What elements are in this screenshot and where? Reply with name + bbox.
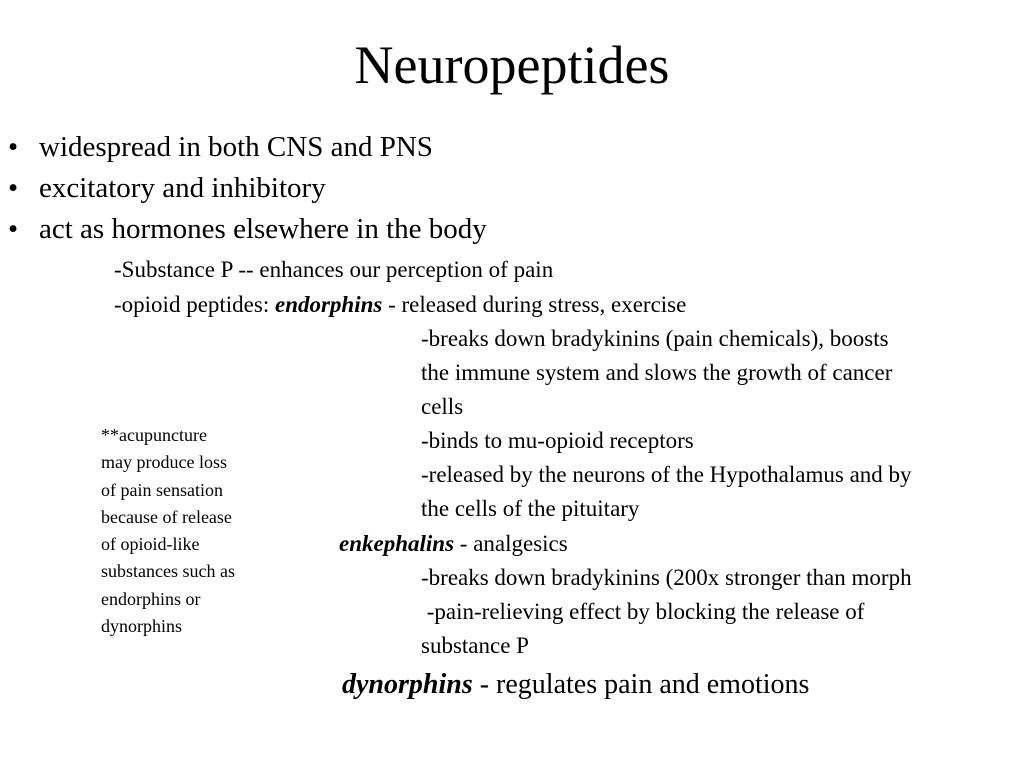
endorphin-detail-line: the immune system and slows the growth of cancer	[421, 360, 893, 385]
endorphin-detail-line: -binds to mu-opioid receptors	[421, 428, 694, 453]
bullet-list	[8, 127, 487, 250]
bullet-item	[8, 209, 487, 250]
bullet-text: act as hormones elsewhere in the body	[39, 213, 487, 245]
opioid-prefix: -opioid peptides:	[114, 292, 275, 317]
side-note-line: because of release	[101, 506, 232, 527]
dynorphins-suffix: - regulates pain and emotions	[472, 669, 810, 700]
opioid-suffix: - released during stress, exercise	[382, 292, 687, 317]
side-note-line: of pain sensation	[101, 479, 223, 500]
bullet-item	[8, 127, 487, 168]
bullet-marker: •	[8, 213, 19, 245]
side-note-line: **acupuncture	[101, 425, 207, 445]
substance-p-line: -Substance P -- enhances our perception of pain	[114, 257, 554, 282]
bullet-item	[8, 168, 487, 209]
side-note-line: may produce loss	[101, 452, 227, 473]
enkephalins-term: enkephalins	[339, 531, 455, 556]
endorphin-detail-line: cells	[421, 394, 464, 419]
dynorphins-term: dynorphins	[342, 669, 473, 700]
endorphin-detail-line: the cells of the pituitary	[421, 496, 640, 521]
side-note-line: substances such as	[101, 561, 235, 582]
side-note-line: endorphins or	[101, 588, 201, 609]
enkephalin-detail-line: -breaks down bradykinins (200x stronger than morph	[421, 565, 912, 590]
endorphin-detail-line: -released by the neurons of the Hypothalamus and by	[421, 462, 912, 487]
side-note-line: of opioid-like	[101, 534, 200, 555]
slide-title: Neuropeptides	[354, 35, 670, 95]
side-note-line: dynorphins	[101, 616, 182, 637]
bullet-marker: •	[8, 131, 19, 163]
bullet-text: widespread in both CNS and PNS	[39, 131, 433, 163]
acupuncture-side-note	[101, 422, 235, 640]
opioid-peptides-line	[114, 288, 686, 322]
endorphins-term: endorphins	[274, 292, 383, 317]
bullet-marker: •	[8, 172, 19, 204]
dynorphins-line	[342, 667, 809, 703]
bullet-text: excitatory and inhibitory	[39, 172, 326, 204]
enkephalin-detail-line: substance P	[421, 633, 529, 658]
enkephalins-suffix: - analgesics	[454, 531, 568, 556]
endorphin-detail-line: -breaks down bradykinins (pain chemicals), boosts	[421, 326, 889, 351]
enkephalin-detail-line: -pain-relieving effect by blocking the release of	[421, 599, 865, 624]
enkephalins-line	[339, 527, 568, 561]
